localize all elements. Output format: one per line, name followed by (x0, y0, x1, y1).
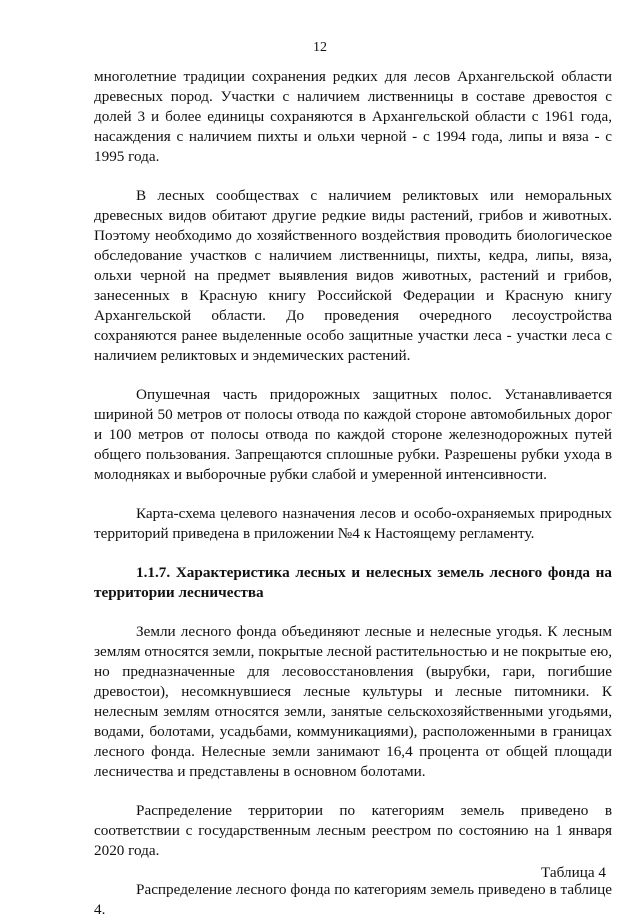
table-caption: Таблица 4 (541, 864, 606, 881)
paragraph-map-reference: Карта-схема целевого назначения лесов и особо-охраняемых природных территорий приведена в приложении №4 к Настоящему регламенту. (94, 505, 612, 542)
page-number: 12 (313, 40, 327, 55)
paragraph-forest-fund-distribution: Распределение лесного фонда по категориям земель приведено в таблице 4. (94, 881, 612, 918)
paragraph-rare-species: В лесных сообществах с наличием реликтовых или неморальных древесных видов обитают другие редкие виды растений, грибов и животных. Поэтому необходимо до хозяйственного воздействия проводить биологическое обследование участков с наличием лиственницы, пихты, кедра, липы, вяза, ольхи черной на предмет выявления видов животных, растений и грибов, занесенных в Красную книгу Российской Федерации и Красную книгу Архангельской области. До проведения очередного лесоустройства сохраняются ранее выделенные особо защитные участки леса - участки леса с наличием реликтовых и эндемических растений. (94, 187, 612, 364)
paragraph-roadside-strips: Опушечная часть придорожных защитных полос. Устанавливается шириной 50 метров от полосы отвода по каждой стороне автомобильных дорог и 100 метров от полосы отвода по каждой стороне железнодорожных путей общего пользования. Запрещаются сплошные рубки. Разрешены рубки ухода в молодняках и выборочные рубки слабой и умеренной интенсивности. (94, 386, 612, 483)
paragraph-land-categories: Земли лесного фонда объединяют лесные и нелесные угодья. К лесным землям относятся земли, покрытые лесной растительностью и не покрытые ею, но предназначенные для лесовосстановления (вырубки, гари, погибшие древостои), несомкнувшиеся лесные культуры и лесные питомники. К нелесным землям относятся земли, занятые сельскохозяйственными угодьями, водами, болотами, усадьбами, коммуникациями), расположенными в границах лесного фонда. Нелесные земли занимают 16,4 процента от общей площади лесничества и представлены в основном болотами. (94, 623, 612, 780)
paragraph-continuation: многолетние традиции сохранения редких для лесов Архангельской области древесных пород. Участки с наличием лиственницы в составе древостоя с долей 3 и более единицы сохраняются в Архангельской области с 1961 года, насаждения с наличием пихты и ольхи черной - с 1994 года, липы и вяза - с 1995 года. (94, 68, 612, 165)
document-body (94, 67, 612, 920)
section-heading: 1.1.7. Характеристика лесных и нелесных земель лесного фонда на территории лесничества (94, 564, 612, 601)
paragraph-territory-distribution: Распределение территории по категориям земель приведено в соответствии с государственным лесным реестром по состоянию на 1 января 2020 года. (94, 802, 612, 859)
